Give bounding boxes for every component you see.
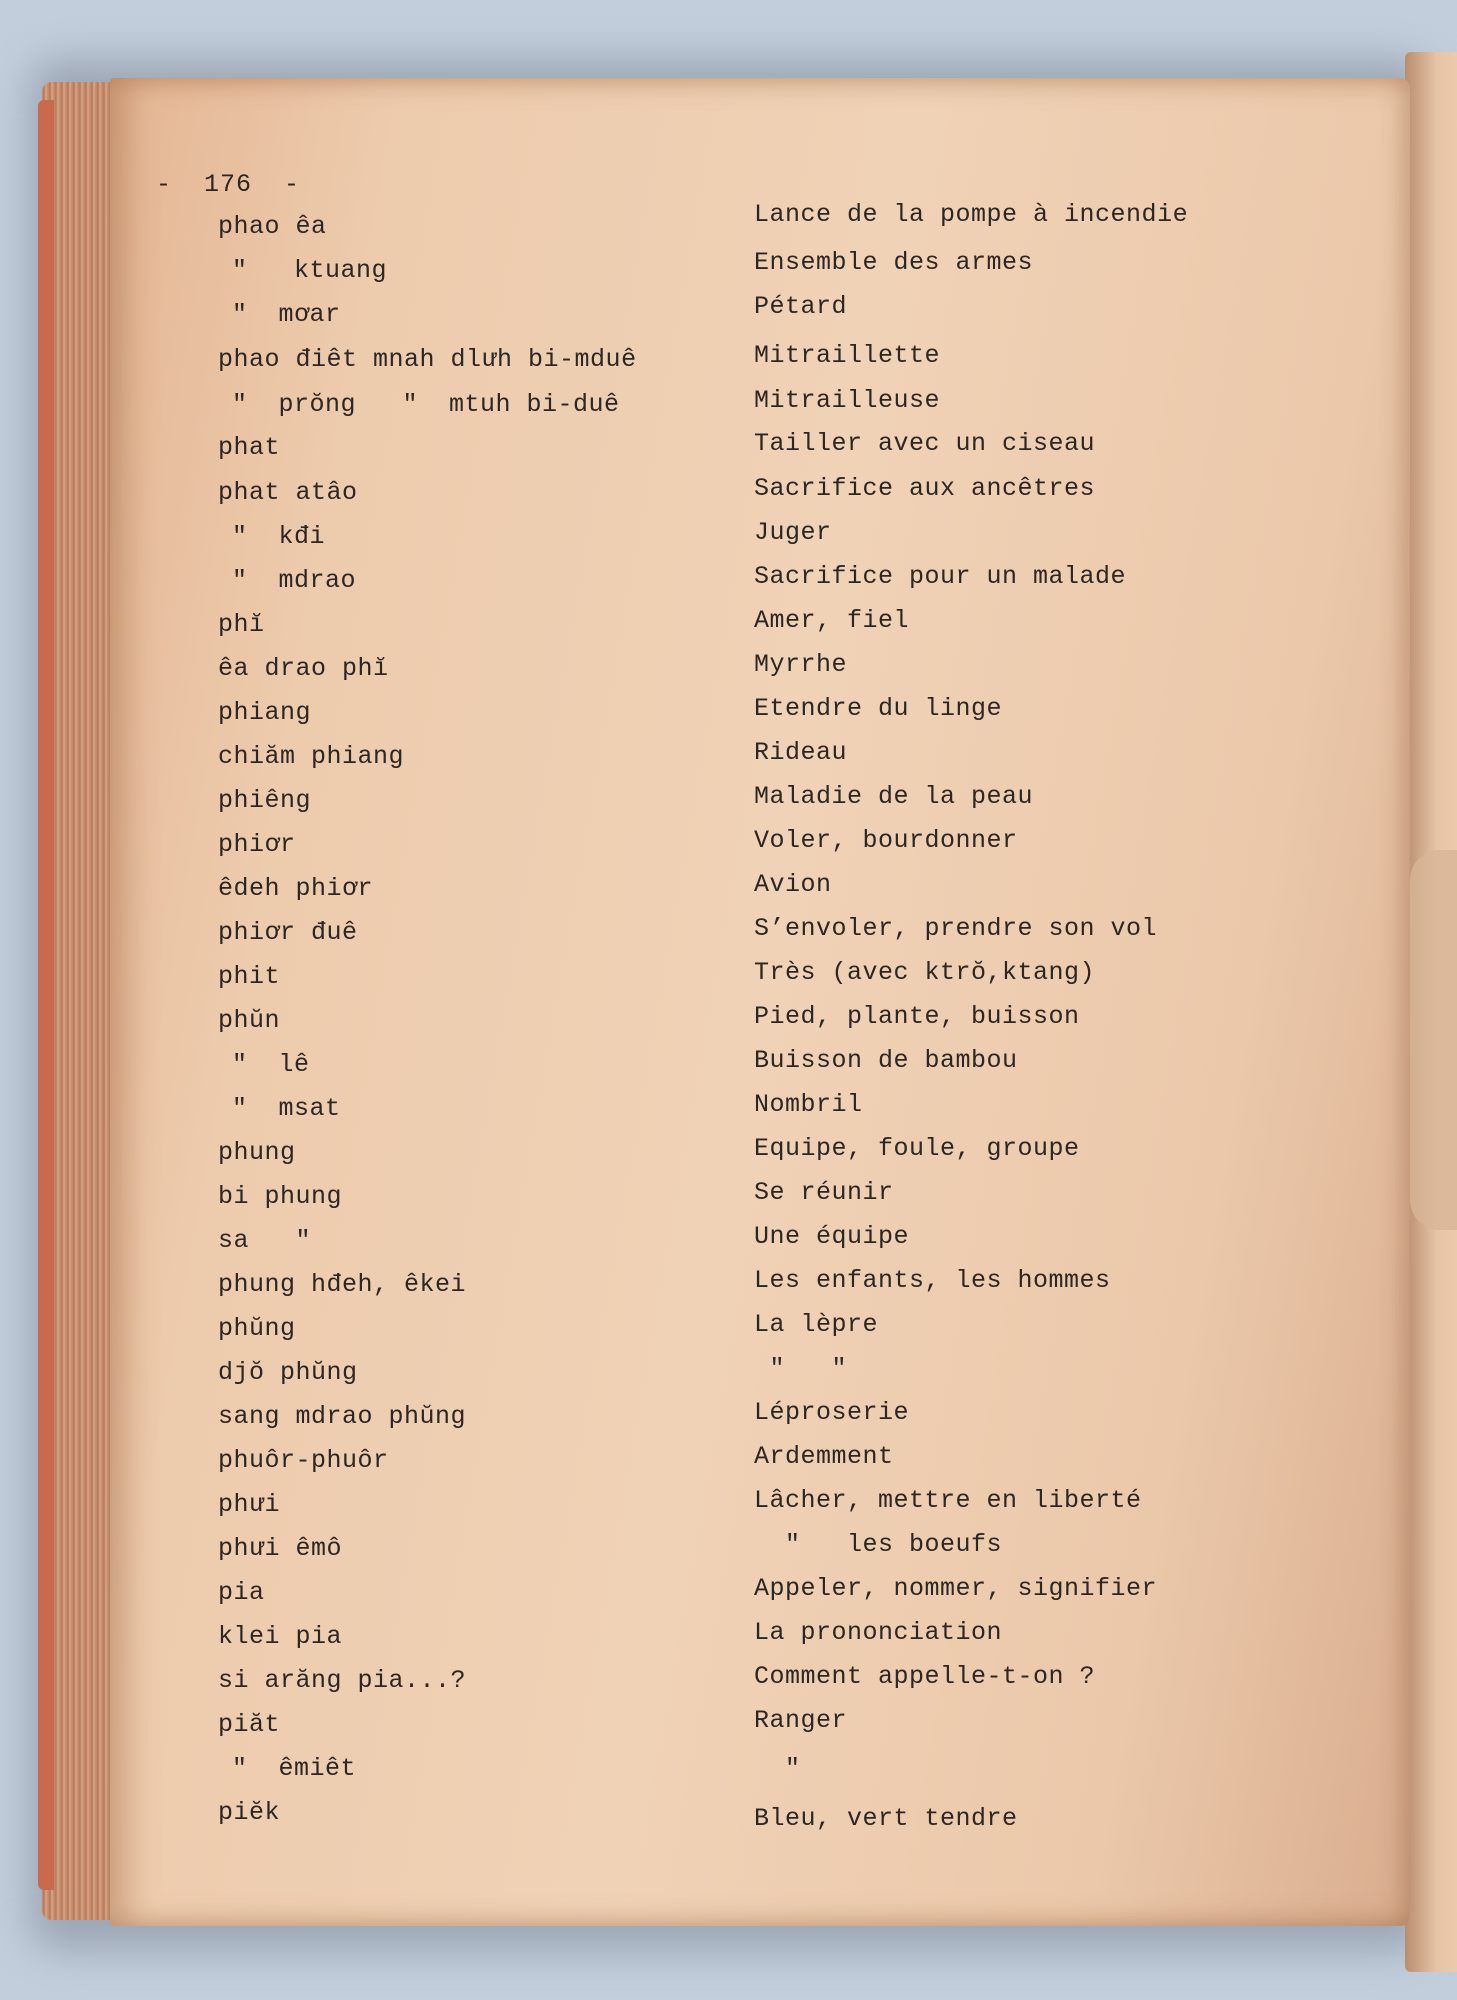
entry-gloss: Nombril <box>754 1090 863 1119</box>
dictionary-entry <box>0 200 1457 252</box>
entry-gloss: Rideau <box>754 738 848 767</box>
dictionary-entry <box>0 474 1457 518</box>
entry-gloss: Lâcher, mettre en liberté <box>754 1486 1142 1515</box>
dictionary-entry <box>0 870 1457 914</box>
entry-term: " lê <box>232 1050 310 1079</box>
dictionary-entry <box>0 1090 1457 1134</box>
dictionary-entry <box>0 782 1457 826</box>
entry-term: phung hđeh, êkei <box>218 1270 467 1299</box>
dictionary-entry <box>0 1706 1457 1750</box>
dictionary-entry <box>0 1574 1457 1618</box>
dictionary-entry <box>0 826 1457 870</box>
entry-gloss: Appeler, nommer, signifier <box>754 1574 1158 1603</box>
entry-term: phiêng <box>218 786 312 815</box>
entry-term: si arăng pia...? <box>218 1666 467 1695</box>
entry-term: êdeh phiơr <box>218 874 374 903</box>
entry-gloss: Les enfants, les hommes <box>754 1266 1111 1295</box>
entry-gloss: Voler, bourdonner <box>754 826 1018 855</box>
entry-gloss: La prononciation <box>754 1618 1003 1647</box>
entry-term: phuôr-phuôr <box>218 1446 389 1475</box>
entry-term: phat <box>218 433 281 462</box>
dictionary-entry <box>0 386 1457 430</box>
dictionary-entry <box>0 1486 1457 1530</box>
dictionary-entry <box>0 650 1457 694</box>
entry-gloss: Maladie de la peau <box>754 782 1034 811</box>
entry-term: " msat <box>232 1094 341 1123</box>
entry-gloss: " les boeufs <box>754 1530 1003 1559</box>
entry-gloss: Très (avec ktrŏ,ktang) <box>754 958 1096 987</box>
entry-gloss: La lèpre <box>754 1310 879 1339</box>
entry-gloss: Ensemble des armes <box>754 248 1034 277</box>
entry-term: phung <box>218 1138 296 1167</box>
dictionary-entry <box>0 1442 1457 1486</box>
entry-gloss: Bleu, vert tendre <box>754 1804 1018 1833</box>
entry-gloss: Pétard <box>754 292 848 321</box>
dictionary-entry <box>0 518 1457 562</box>
dictionary-entry <box>0 1354 1457 1398</box>
entry-term: piĕk <box>218 1798 281 1827</box>
entry-gloss: Léproserie <box>754 1398 910 1427</box>
entry-gloss: Avion <box>754 870 832 899</box>
dictionary-entry <box>0 1266 1457 1310</box>
dictionary-entry <box>0 1530 1457 1574</box>
dictionary-entry <box>0 606 1457 650</box>
dictionary-entry <box>0 1178 1457 1222</box>
entry-gloss: Buisson de bambou <box>754 1046 1018 1075</box>
entry-term: " prŏng " mtuh bi-duê <box>232 390 620 419</box>
dictionary-entry <box>0 1222 1457 1266</box>
entry-gloss: Se réunir <box>754 1178 894 1207</box>
entry-gloss: Tailler avec un ciseau <box>754 429 1096 458</box>
entry-gloss: Comment appelle-t-on ? <box>754 1662 1096 1691</box>
dictionary-entry <box>0 738 1457 782</box>
dictionary-entry <box>0 1618 1457 1662</box>
entry-gloss: Amer, fiel <box>754 606 910 635</box>
entry-term: djŏ phŭng <box>218 1358 358 1387</box>
entry-term: sa " <box>218 1226 312 1255</box>
dictionary-entry <box>0 1398 1457 1442</box>
entry-term: phiơr <box>218 830 296 859</box>
entry-gloss: Ardemment <box>754 1442 894 1471</box>
entry-term: phiơr đuê <box>218 918 358 947</box>
dictionary-entry <box>0 1662 1457 1706</box>
entry-term: phao êa <box>218 212 327 241</box>
dictionary-entry <box>0 341 1457 385</box>
entry-gloss: Juger <box>754 518 832 547</box>
dictionary-entry <box>0 1310 1457 1354</box>
entry-term: phat atâo <box>218 478 358 507</box>
entry-gloss: S’envoler, prendre son vol <box>754 914 1158 943</box>
entry-term: bi phung <box>218 1182 343 1211</box>
entry-term: phŭn <box>218 1006 281 1035</box>
entry-gloss: Pied, plante, buisson <box>754 1002 1080 1031</box>
entry-term: klei pia <box>218 1622 343 1651</box>
dictionary-entry <box>0 694 1457 738</box>
entry-term: êa drao phĭ <box>218 654 389 683</box>
dictionary-entry <box>0 248 1457 296</box>
entry-term: phiang <box>218 698 312 727</box>
entry-term: pia <box>218 1578 265 1607</box>
entry-gloss: Lance de la pompe à incendie <box>754 200 1189 229</box>
entry-term: phao điêt mnah dlưh bi-mduê <box>218 345 637 374</box>
entry-term: " ktuang <box>232 256 388 285</box>
entry-term: phit <box>218 962 281 991</box>
entry-term: " mdrao <box>232 566 357 595</box>
dictionary-entry <box>0 292 1457 340</box>
entry-term: phŭng <box>218 1314 296 1343</box>
entry-gloss: Etendre du linge <box>754 694 1003 723</box>
entry-term: piăt <box>218 1710 281 1739</box>
entry-gloss: Ranger <box>754 1706 848 1735</box>
entry-gloss: Sacrifice pour un malade <box>754 562 1127 591</box>
entry-term: " mơar <box>232 300 341 329</box>
entry-term: " kđi <box>232 522 326 551</box>
dictionary-entry <box>0 958 1457 1002</box>
entry-gloss: Mitrailleuse <box>754 386 941 415</box>
dictionary-entry <box>0 914 1457 958</box>
dictionary-entry <box>0 562 1457 606</box>
dictionary-entry <box>0 1046 1457 1090</box>
entry-gloss: Myrrhe <box>754 650 848 679</box>
entry-gloss: Mitraillette <box>754 341 941 370</box>
entry-term: " êmiêt <box>232 1754 357 1783</box>
entry-gloss: Equipe, foule, groupe <box>754 1134 1080 1163</box>
dictionary-entry <box>0 1002 1457 1046</box>
entry-gloss: " <box>754 1754 801 1783</box>
entry-gloss: Une équipe <box>754 1222 910 1251</box>
dictionary-entry <box>0 1798 1457 1838</box>
entry-term: phĭ <box>218 610 265 639</box>
dictionary-entry <box>0 429 1457 473</box>
entry-gloss: " " <box>754 1354 848 1383</box>
page-number: - 176 - <box>156 170 301 199</box>
entry-term: phưi êmô <box>218 1534 343 1563</box>
entry-term: chiăm phiang <box>218 742 405 771</box>
dictionary-entry <box>0 1754 1457 1794</box>
entry-gloss: Sacrifice aux ancêtres <box>754 474 1096 503</box>
entry-term: sang mdrao phŭng <box>218 1402 467 1431</box>
entry-term: phưi <box>218 1490 281 1519</box>
dictionary-entry <box>0 1134 1457 1178</box>
